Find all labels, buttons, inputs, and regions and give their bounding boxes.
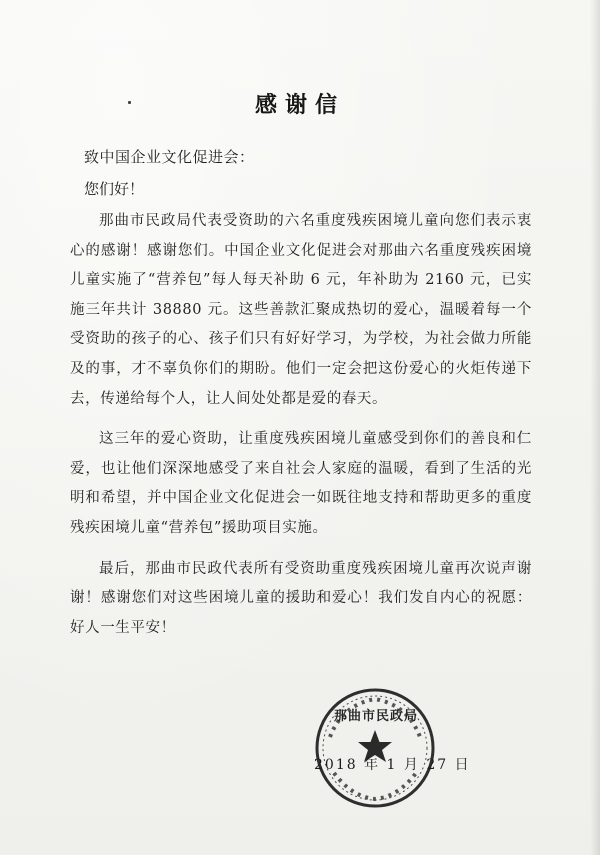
letter-salutation: 致中国企业文化促进会： — [84, 148, 255, 166]
letter-body — [70, 207, 532, 654]
letter-greeting: 您们好！ — [84, 180, 145, 198]
seal-text: 那曲市民政局 — [333, 709, 418, 724]
paragraph-closing: 最后，那曲市民政代表所有受资助重度残疾困境儿童再次说声谢谢！感谢您们对这些困境儿童的援助和爱心！我们发自内心的祝愿：好人一生平安！ — [70, 560, 532, 636]
paragraph-three-years: 这三年的爱心资助，让重度残疾困境儿童感受到你们的善良和仁爱，也让他们深深地感受了来自社会人家庭的温暖，看到了生活的光明和希望，并中国企业文化促进会一如既往地支持和帮助更多的重度残疾困境儿童“营养包”援助项目实施。 — [70, 431, 532, 536]
letter-title: 感谢信 — [254, 92, 345, 118]
letter-date: 2018 年 1 月 27 日 — [314, 757, 471, 773]
paragraph-thanks: 那曲市民政局代表受资助的六名重度残疾困境儿童向您们表示衷心的感谢！感谢您们。中国企业文化促进会对那曲六名重度残疾困境儿童实施了“营养包”每人每天补助 6 元，年补助为 2160 元，已实施三年共计 38880 元。这些善款汇聚成热切的爱心，温暖着每一个受资助的孩子的心、孩子们只有好好学习，为学校，为社会做力所能及的事，才不辜负你们的期盼。他们一定会把这份爱心的火炬传递下去，传递给每个人，让人间处处都是爱的春天。 — [70, 213, 532, 407]
page-edge-shadow — [590, 0, 600, 855]
official-seal-icon — [312, 685, 438, 811]
